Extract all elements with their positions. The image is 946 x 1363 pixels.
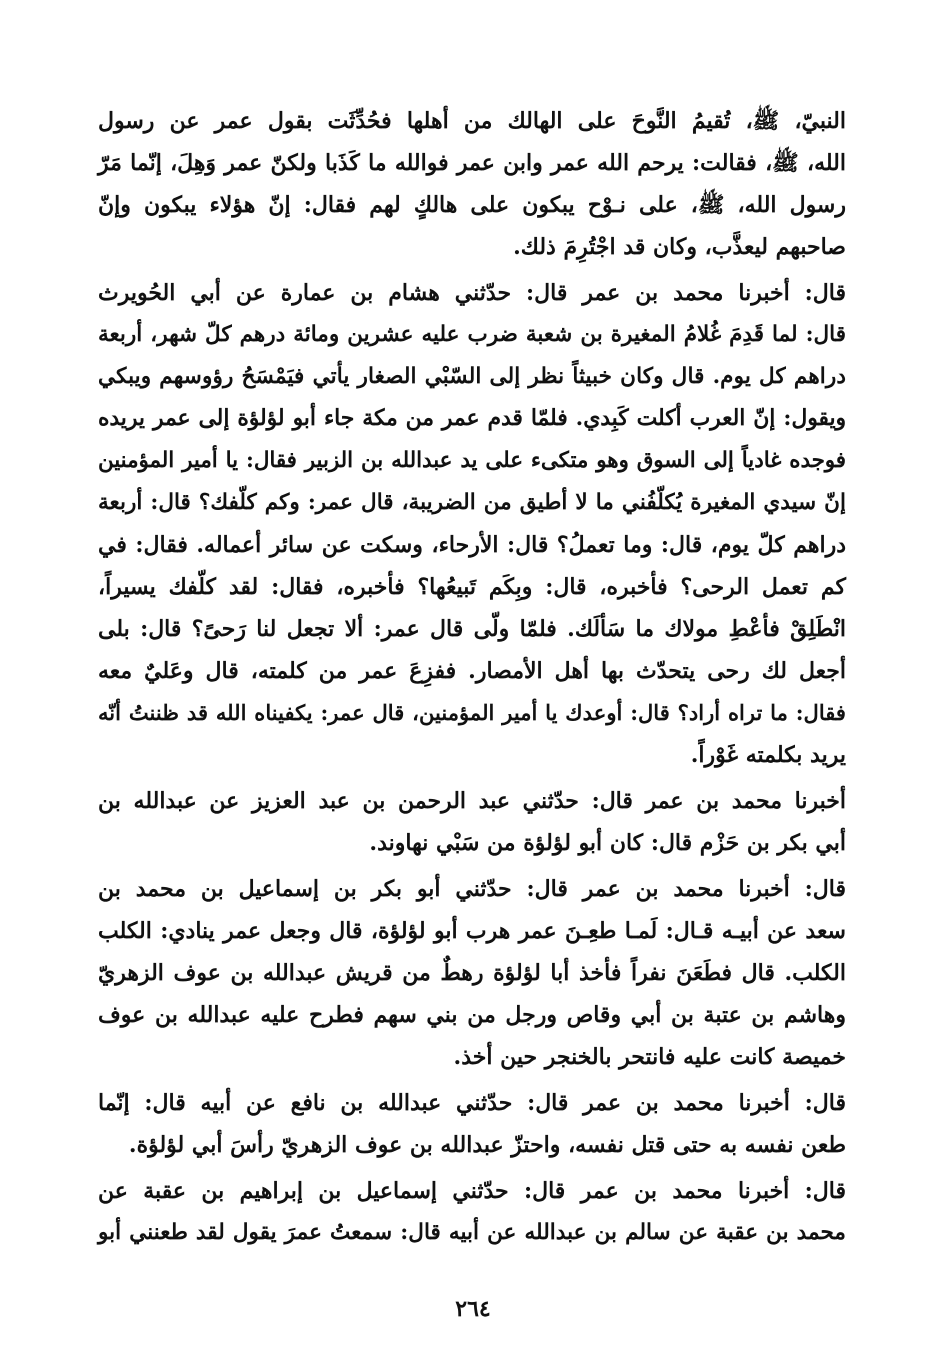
text-line: أجعل لك رحى يتحدّث بها أهل الأمصار. ففزِعَ عمر من كلمته، قال وعَليٌ معه [98, 658, 846, 684]
text-line: الكلب. قال فطَعَنَ نفراً فأخذ أبا لؤلؤة رهطٌ من قريش عبدالله بن عوف الزهريّ [98, 960, 846, 986]
text-line: دراهم كلّ يوم، قال: وما تعملُ؟ قال: الأرحاء، وسكت عن سائر أعماله. فقال: في [98, 532, 846, 558]
paragraph-4 [98, 868, 846, 1078]
text-line: كم تعمل الرحى؟ فأخبره، قال: وبِكَم تَبيعُها؟ فأخبره، فقال: لقد كلّفك يسيراً، [98, 574, 846, 600]
text-line: رسول الله، ﷺ، على نـوْح يبكون على هالكٍ لهم فقال: إنّ هؤلاء يبكون وإنّ [98, 192, 846, 218]
text-line: ويقول: إنّ العرب أكلت كَبِدي. فلمّا قدم عمر من مكة جاء أبو لؤلؤة إلى عمر يريده [98, 406, 846, 431]
text-line: انْطَلِقْ فأعْطِ مولاك ما سَألَك. فلمّا ولّى قال عمر: ألا تجعل لنا رَحىً؟ قال: بلى [98, 616, 846, 642]
page-number: ٢٦٤ [455, 1296, 491, 1322]
text-line: خميصة كانت عليه فانتحر بالخنجر حين أخذ. [453, 1044, 846, 1070]
text-line: إنّ سيدي المغيرة يُكلّفُني ما لا أطيق من الضريبة، قال عمر: وكم كلّفك؟ قال: أربعة [98, 490, 846, 515]
paragraph-2 [98, 272, 846, 776]
paragraph-6 [98, 1170, 846, 1254]
text-line: الله، ﷺ، فقالت: يرحم الله عمر وابن عمر فوالله ما كَذَبا ولكنّ عمر وَهِلَ، إنّما مَرّ [98, 150, 846, 176]
paragraph-3 [98, 780, 846, 864]
text-line: قال: لما قَدِمَ غُلامُ المغيرة بن شعبة ضرب عليه عشرين ومائة درهم كلّ شهر، أربعة [98, 322, 846, 347]
text-line: أخبرنا محمد بن عمر قال: حدّثني عبد الرحمن بن عبد العزيز عن عبدالله بن [98, 788, 846, 814]
text-line: أبي بكر بن حَزْم قال: كان أبو لؤلؤة من سَبْي نهاوند. [369, 830, 846, 856]
text-line: يريد بكلمته غَوْراً. [690, 742, 846, 768]
text-line: صاحبهم ليعذَّب، وكان قد اجْتُرِمَ ذلك. [513, 234, 846, 260]
text-line: وهاشم بن عتبة بن أبي وقاص ورجل من بني سهم فطرح عليه عبدالله بن عوف [98, 1002, 846, 1028]
text-line: دراهم كل يوم. قال وكان خبيثاً نظر إلى السّبْي الصغار يأتي فيَمْسَحُ رؤوسهم ويبكي [98, 364, 846, 389]
text-line: سعد عن أبيـه قـال: لَمـا طعِـنَ عمر هرب أبو لؤلؤة، قال وجعل عمر ينادي: الكلب [98, 918, 846, 944]
text-line: قال: أخبرنا محمد بن عمر قال: حدّثني عبدالله بن نافع عن أبيه قال: إنّما [98, 1090, 846, 1116]
text-line: محمد بن عقبة عن سالم بن عبدالله عن أبيه قال: سمعتُ عمرَ يقول لقد طعنني أبو [98, 1220, 846, 1245]
text-line: فقال: ما تراه أراد؟ قال: أوعدك يا أمير المؤمنين، قال عمر: يكفيناه الله قد ظننتُ أنّه [98, 700, 846, 725]
text-line: قال: أخبرنا محمد بن عمر قال: حدّثني أبو بكر بن إسماعيل بن محمد بن [98, 876, 846, 902]
text-line: فوجده غادياً إلى السوق وهو متكىء على يد عبدالله بن الزبير فقال: يا أمير المؤمنين [98, 448, 846, 473]
text-line: طعن نفسه به حتى قتل نفسه، واحتزّ عبدالله بن عوف الزهريّ رأسَ أبي لؤلؤة. [128, 1132, 846, 1158]
text-line: قال: أخبرنا محمد بن عمر قال: حدّثني إسماعيل بن إبراهيم بن عقبة عن [98, 1178, 846, 1204]
text-line: النبيّ، ﷺ، تُقيمُ النَّوحَ على الهالك من أهلها فحُدِّثَت بقول عمر عن رسول [98, 108, 846, 134]
paragraph-5 [98, 1082, 846, 1166]
paragraph-1 [98, 100, 846, 268]
text-line: قال: أخبرنا محمد بن عمر قال: حدّثني هشام بن عمارة عن أبي الحُويرث [98, 280, 846, 306]
